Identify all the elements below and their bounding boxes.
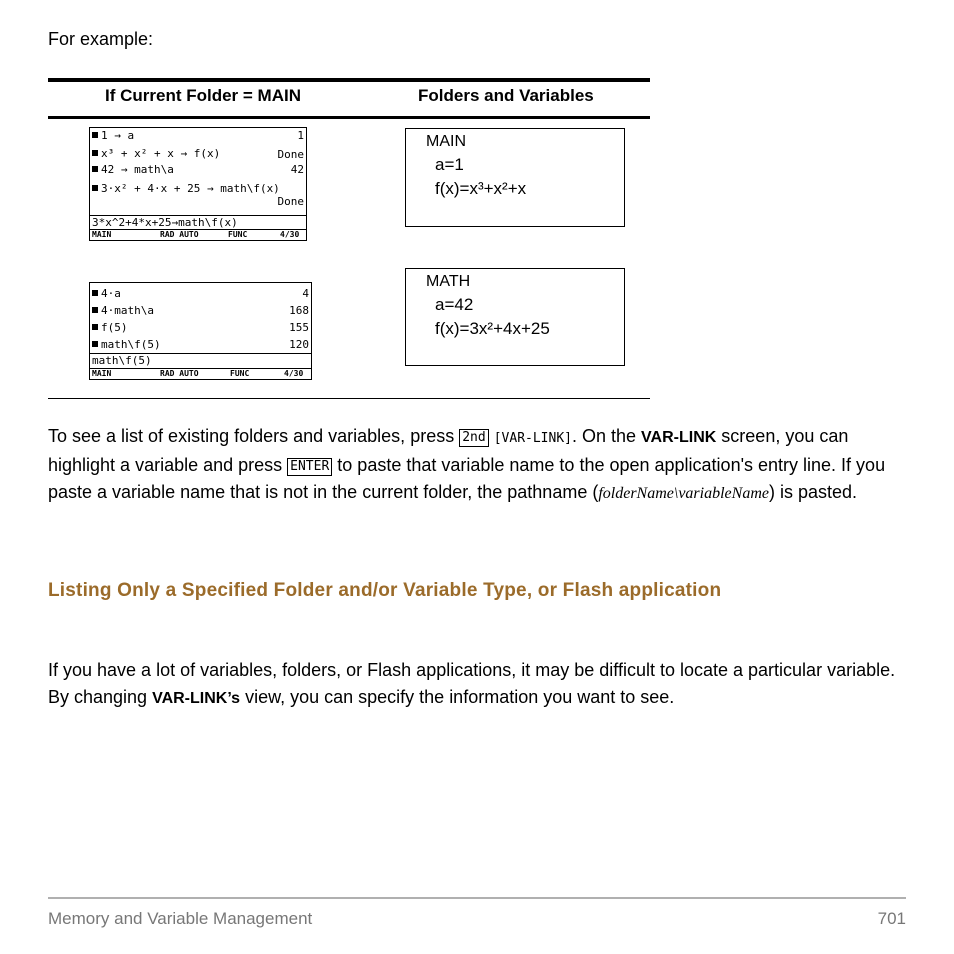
- variable-entry: f(x)=3x²+4x+25: [435, 319, 550, 338]
- folder-name: MATH: [426, 273, 471, 290]
- entry-line: math\f(5): [90, 353, 311, 367]
- calculator-screen-2: [89, 282, 312, 380]
- text-run: If you have a lot of variables, folders, or Flash applications, it may be difficult to locate a particular variable. By changing: [48, 660, 896, 707]
- text-run: view, you can specify the information you want to see.: [240, 687, 675, 707]
- folder-box-math: [405, 268, 625, 366]
- status-count: 4/30: [284, 369, 304, 378]
- table-bottom-rule: [48, 398, 650, 399]
- text-run: To see a list of existing folders and variables, press: [48, 426, 460, 446]
- text-run: screen, you can highlight a variable and press: [48, 426, 849, 475]
- table-header-rule: [48, 116, 650, 119]
- history-row: x³ + x² + x → f(x) Done: [92, 142, 304, 161]
- status-mode: RAD AUTO: [160, 369, 199, 378]
- status-folder: MAIN: [92, 230, 112, 239]
- history-result: Done: [277, 195, 304, 208]
- entry-line: 3*x^2+4*x+25→math\f(x): [90, 215, 306, 229]
- status-folder: MAIN: [92, 369, 112, 378]
- history-area: [92, 129, 304, 208]
- history-row: 4·a 4: [92, 287, 309, 304]
- status-graph: FUNC: [228, 230, 248, 239]
- calculator-screen-1: [89, 127, 307, 241]
- history-row: f(5) 155: [92, 321, 309, 338]
- text-run: . On the: [572, 426, 642, 446]
- varlink-bold: VAR-LINK’s: [152, 690, 241, 707]
- folder-box-main: [405, 128, 625, 227]
- column-header-folders-variables: Folders and Variables: [418, 86, 594, 105]
- folder-name: MAIN: [426, 133, 466, 150]
- varlink-bold: VAR-LINK: [641, 429, 717, 446]
- history-row: 4·math\a 168: [92, 304, 309, 321]
- status-bar: [90, 368, 311, 379]
- history-row: math\f(5) 120: [92, 338, 309, 355]
- history-row: 42 → math\a 42: [92, 161, 304, 178]
- footer-title: Memory and Variable Management: [48, 909, 313, 928]
- variable-entry: a=1: [435, 155, 464, 174]
- footer-rule: [48, 897, 906, 899]
- variable-entry: f(x)=x³+x²+x: [435, 179, 527, 198]
- history-area: [92, 287, 309, 355]
- column-header-current-folder: If Current Folder = MAIN: [105, 86, 301, 105]
- variable-entry: a=42: [435, 295, 474, 314]
- key-2nd: 2nd: [459, 429, 488, 447]
- paragraph-view: [48, 657, 908, 712]
- section-heading: Listing Only a Specified Folder and/or Variable Type, or Flash application: [48, 580, 722, 601]
- table-top-rule: [48, 78, 650, 82]
- status-bar: [90, 229, 306, 240]
- intro-text: For example:: [48, 29, 154, 49]
- text-run: to paste that variable name to the open application's entry line. If you paste a variable name that is not in the current folder, the pathname (: [48, 455, 886, 502]
- history-row: 3·x² + 4·x + 25 → math\f(x): [92, 178, 304, 195]
- pathname-italic: folderName\variableName: [598, 485, 769, 502]
- key-var-link: [VAR-LINK]: [493, 431, 572, 446]
- status-mode: RAD AUTO: [160, 230, 199, 239]
- paragraph-varlink: [48, 423, 908, 507]
- history-row: 1 → a 1: [92, 129, 304, 142]
- status-graph: FUNC: [230, 369, 250, 378]
- status-count: 4/30: [280, 230, 300, 239]
- page-number: 701: [877, 909, 906, 928]
- text-run: ) is pasted.: [768, 482, 858, 502]
- key-enter: ENTER: [287, 458, 332, 476]
